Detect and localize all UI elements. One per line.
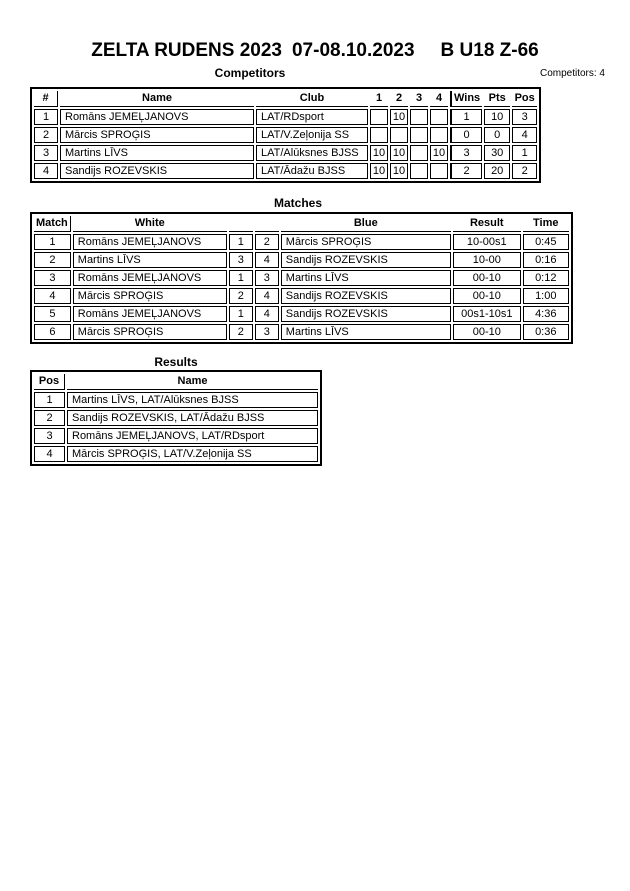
score-vs-1: 10: [370, 145, 388, 161]
competitor-club: LAT/V.Zeļonija SS: [256, 127, 368, 143]
match-row: [34, 234, 569, 250]
competitor-pts: 0: [484, 127, 510, 143]
match-result: 00-10: [453, 288, 521, 304]
col-match: Match: [34, 216, 71, 232]
title-category: B U18 Z-66: [440, 40, 539, 61]
blue-competitor-number: 4: [255, 252, 279, 268]
result-pos: 3: [34, 428, 65, 444]
match-time: 0:12: [523, 270, 569, 286]
match-time: 1:00: [523, 288, 569, 304]
result-name: Mārcis SPROĢIS, LAT/V.Zeļonija SS: [67, 446, 318, 462]
match-result: 00-10: [453, 270, 521, 286]
result-name: Sandijs ROZEVSKIS, LAT/Ādažu BJSS: [67, 410, 318, 426]
competitors-table: [30, 87, 541, 183]
col-name: Name: [67, 374, 318, 390]
blue-competitor: Mārcis SPROĢIS: [281, 234, 451, 250]
match-result: 10-00: [453, 252, 521, 268]
col-pos: Pos: [512, 91, 537, 107]
score-vs-2: 10: [390, 109, 408, 125]
blue-competitor: Martins LĪVS: [281, 270, 451, 286]
white-competitor-number: 3: [229, 252, 253, 268]
col-number: #: [34, 91, 58, 107]
competitor-pos: 3: [512, 109, 537, 125]
competitor-pos: 2: [512, 163, 537, 179]
competitor-wins: 3: [450, 145, 482, 161]
matches-table: [30, 212, 573, 344]
competitor-number: 4: [34, 163, 58, 179]
blue-competitor-number: 4: [255, 306, 279, 322]
competitor-pos: 1: [512, 145, 537, 161]
match-number: 3: [34, 270, 71, 286]
match-row: [34, 324, 569, 340]
competitor-wins: 0: [450, 127, 482, 143]
score-vs-2: 10: [390, 145, 408, 161]
match-number: 2: [34, 252, 71, 268]
score-vs-3: [410, 145, 428, 161]
blue-competitor: Sandijs ROZEVSKIS: [281, 252, 451, 268]
competitor-row: [34, 145, 537, 161]
result-pos: 2: [34, 410, 65, 426]
competitor-wins: 2: [450, 163, 482, 179]
competitor-name: Martins LĪVS: [60, 145, 254, 161]
blue-competitor: Sandijs ROZEVSKIS: [281, 306, 451, 322]
competitor-pts: 20: [484, 163, 510, 179]
match-number: 5: [34, 306, 71, 322]
score-vs-1: [370, 109, 388, 125]
col-round-3: 3: [410, 91, 428, 107]
competitors-caption: Competitors: [214, 66, 286, 80]
page-title: [0, 40, 630, 62]
competitor-club: LAT/Alūksnes BJSS: [256, 145, 368, 161]
col-pos: Pos: [34, 374, 65, 390]
white-competitor-number: 1: [229, 270, 253, 286]
title-event: ZELTA RUDENS 2023: [91, 40, 282, 61]
competitor-name: Mārcis SPROĢIS: [60, 127, 254, 143]
match-row: [34, 270, 569, 286]
competitors-header-row: [34, 91, 537, 107]
blue-competitor: Martins LĪVS: [281, 324, 451, 340]
result-row: [34, 392, 318, 408]
white-competitor: Romāns JEMEĻJANOVS: [73, 306, 227, 322]
match-time: 4:36: [523, 306, 569, 322]
competitor-name: Sandijs ROZEVSKIS: [60, 163, 254, 179]
blue-competitor-number: 3: [255, 270, 279, 286]
white-competitor: Mārcis SPROĢIS: [73, 324, 227, 340]
results-header-row: [34, 374, 318, 390]
col-white-number: [229, 216, 253, 232]
match-result: 00s1-10s1: [453, 306, 521, 322]
score-vs-4: [430, 127, 448, 143]
blue-competitor-number: 3: [255, 324, 279, 340]
match-row: [34, 252, 569, 268]
white-competitor-number: 1: [229, 306, 253, 322]
score-vs-3: [410, 163, 428, 179]
match-row: [34, 288, 569, 304]
competitor-row: [34, 163, 537, 179]
match-number: 4: [34, 288, 71, 304]
white-competitor: Mārcis SPROĢIS: [73, 288, 227, 304]
white-competitor-number: 2: [229, 324, 253, 340]
competitor-number: 2: [34, 127, 58, 143]
score-vs-3: [410, 109, 428, 125]
result-name: Romāns JEMEĻJANOVS, LAT/RDsport: [67, 428, 318, 444]
competitor-club: LAT/RDsport: [256, 109, 368, 125]
competitor-club: LAT/Ādažu BJSS: [256, 163, 368, 179]
blue-competitor: Sandijs ROZEVSKIS: [281, 288, 451, 304]
match-time: 0:45: [523, 234, 569, 250]
match-number: 1: [34, 234, 71, 250]
blue-competitor-number: 4: [255, 288, 279, 304]
col-time: Time: [523, 216, 569, 232]
competitor-wins: 1: [450, 109, 482, 125]
score-vs-1: 10: [370, 163, 388, 179]
score-vs-3: [410, 127, 428, 143]
match-time: 0:36: [523, 324, 569, 340]
score-vs-4: 10: [430, 145, 448, 161]
score-vs-2: [390, 127, 408, 143]
score-vs-2: 10: [390, 163, 408, 179]
col-round-2: 2: [390, 91, 408, 107]
col-club: Club: [256, 91, 368, 107]
col-name: Name: [60, 91, 254, 107]
results-table: [30, 370, 322, 466]
col-round-4: 4: [430, 91, 448, 107]
white-competitor: Romāns JEMEĻJANOVS: [73, 270, 227, 286]
white-competitor-number: 2: [229, 288, 253, 304]
score-vs-1: [370, 127, 388, 143]
col-wins: Wins: [450, 91, 482, 107]
col-result: Result: [453, 216, 521, 232]
title-date: 07-08.10.2023: [291, 40, 415, 61]
result-pos: 4: [34, 446, 65, 462]
match-row: [34, 306, 569, 322]
score-vs-4: [430, 163, 448, 179]
results-caption: Results: [154, 355, 198, 369]
col-round-1: 1: [370, 91, 388, 107]
competitor-number: 1: [34, 109, 58, 125]
result-name: Martins LĪVS, LAT/Alūksnes BJSS: [67, 392, 318, 408]
competitors-count: Competitors: 4: [539, 68, 605, 79]
col-pts: Pts: [484, 91, 510, 107]
competitor-pts: 10: [484, 109, 510, 125]
competitor-row: [34, 109, 537, 125]
match-number: 6: [34, 324, 71, 340]
white-competitor-number: 1: [229, 234, 253, 250]
col-blue: Blue: [281, 216, 451, 232]
competitor-number: 3: [34, 145, 58, 161]
blue-competitor-number: 2: [255, 234, 279, 250]
matches-caption: Matches: [273, 196, 323, 210]
white-competitor: Romāns JEMEĻJANOVS: [73, 234, 227, 250]
col-white: White: [73, 216, 227, 232]
match-time: 0:16: [523, 252, 569, 268]
white-competitor: Martins LĪVS: [73, 252, 227, 268]
match-result: 10-00s1: [453, 234, 521, 250]
result-pos: 1: [34, 392, 65, 408]
result-row: [34, 428, 318, 444]
competitor-row: [34, 127, 537, 143]
result-row: [34, 410, 318, 426]
competitor-name: Romāns JEMEĻJANOVS: [60, 109, 254, 125]
result-row: [34, 446, 318, 462]
col-blue-number: [255, 216, 279, 232]
competitor-pts: 30: [484, 145, 510, 161]
match-result: 00-10: [453, 324, 521, 340]
matches-header-row: [34, 216, 569, 232]
score-vs-4: [430, 109, 448, 125]
competitor-pos: 4: [512, 127, 537, 143]
